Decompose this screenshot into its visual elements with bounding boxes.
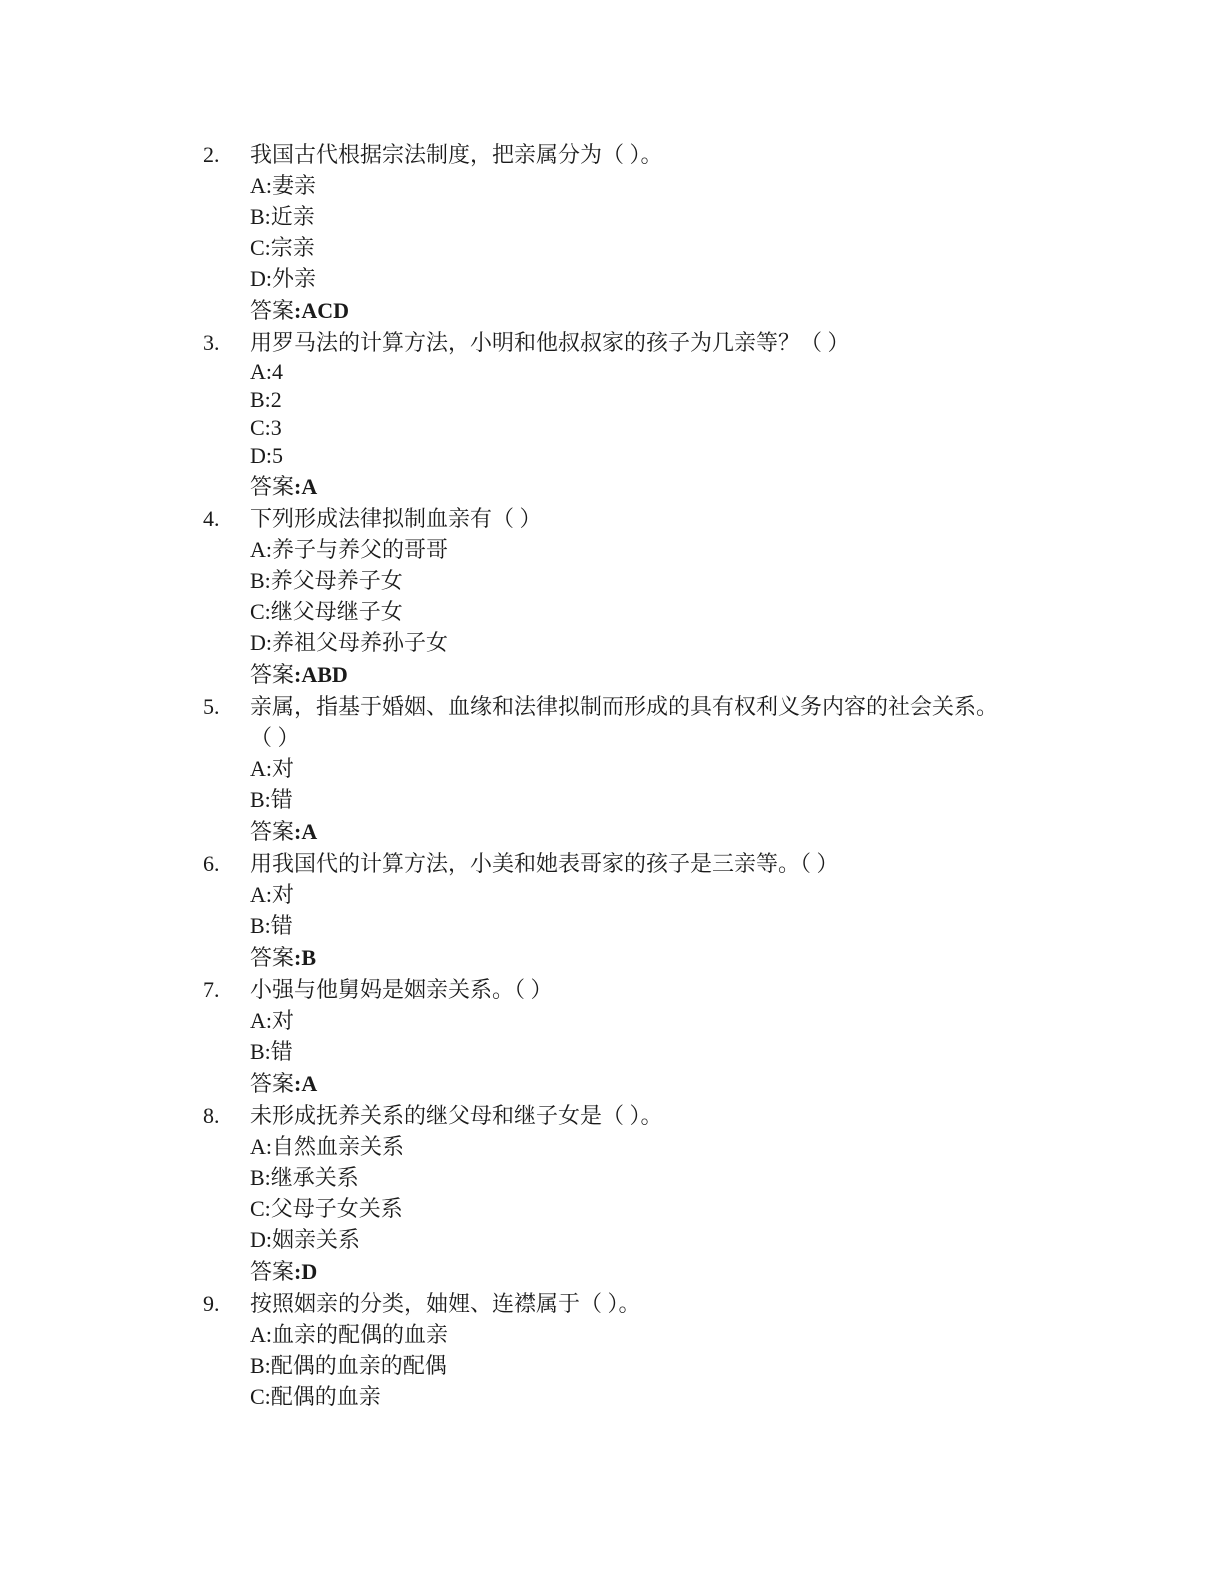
question-list bbox=[0, 139, 1224, 1412]
option-d: D:外亲 bbox=[250, 266, 317, 291]
option-c: C:宗亲 bbox=[250, 235, 315, 260]
question-text: 未形成抚养关系的继父母和继子女是（ ）。 bbox=[250, 1103, 663, 1128]
option-a: A:对 bbox=[250, 1008, 295, 1033]
question-7 bbox=[0, 974, 1224, 1005]
answer-line bbox=[0, 1067, 1224, 1100]
option-a: A:4 bbox=[250, 359, 283, 384]
answer-key: :A bbox=[294, 819, 318, 844]
option-b: B:养父母养子女 bbox=[250, 568, 403, 593]
option-b: B:配偶的血亲的配偶 bbox=[250, 1353, 447, 1378]
question-4 bbox=[0, 503, 1224, 534]
option-b: B:2 bbox=[250, 387, 282, 412]
answer-label: 答案 bbox=[250, 298, 295, 323]
answer-line bbox=[0, 1255, 1224, 1288]
question-number: 4. bbox=[203, 506, 220, 531]
option-c: C:继父母继子女 bbox=[250, 599, 403, 624]
question-number: 7. bbox=[203, 977, 220, 1002]
question-text: 亲属，指基于婚姻、血缘和法律拟制而形成的具有权利义务内容的社会关系。 bbox=[250, 694, 999, 719]
question-number: 6. bbox=[203, 851, 220, 876]
option-a: A:血亲的配偶的血亲 bbox=[250, 1322, 449, 1347]
question-text-continuation: （ ） bbox=[250, 725, 300, 750]
question-text: 用我国代的计算方法，小美和她表哥家的孩子是三亲等。（ ） bbox=[250, 851, 839, 876]
question-number: 5. bbox=[203, 694, 220, 719]
question-number: 3. bbox=[203, 330, 220, 355]
answer-key: :A bbox=[294, 474, 318, 499]
option-b: B:错 bbox=[250, 913, 293, 938]
question-5 bbox=[0, 691, 1224, 722]
answer-key: :A bbox=[294, 1071, 318, 1096]
question-text: 我国古代根据宗法制度，把亲属分为（ ）。 bbox=[250, 142, 663, 167]
option-b: B:继承关系 bbox=[250, 1165, 359, 1190]
option-c: C:3 bbox=[250, 415, 282, 440]
answer-label: 答案 bbox=[250, 662, 295, 687]
option-b: B:近亲 bbox=[250, 204, 315, 229]
answer-label: 答案 bbox=[250, 1259, 295, 1284]
answer-key: :D bbox=[294, 1259, 318, 1284]
answer-key: :B bbox=[294, 945, 317, 970]
answer-line bbox=[0, 470, 1224, 503]
option-d: D:姻亲关系 bbox=[250, 1227, 361, 1252]
question-3 bbox=[0, 327, 1224, 358]
answer-label: 答案 bbox=[250, 474, 295, 499]
option-a: A:妻亲 bbox=[250, 173, 317, 198]
question-text: 小强与他舅妈是姻亲关系。（ ） bbox=[250, 977, 553, 1002]
option-d: D:养祖父母养孙子女 bbox=[250, 630, 449, 655]
question-text: 用罗马法的计算方法，小明和他叔叔家的孩子为几亲等？（ ） bbox=[250, 330, 850, 355]
question-8 bbox=[0, 1100, 1224, 1131]
answer-line bbox=[0, 658, 1224, 691]
question-number: 9. bbox=[203, 1291, 220, 1316]
answer-label: 答案 bbox=[250, 945, 295, 970]
question-2 bbox=[0, 139, 1224, 170]
answer-label: 答案 bbox=[250, 819, 295, 844]
option-a: A:对 bbox=[250, 756, 295, 781]
question-6 bbox=[0, 848, 1224, 879]
answer-line bbox=[0, 294, 1224, 327]
answer-label: 答案 bbox=[250, 1071, 295, 1096]
question-number: 8. bbox=[203, 1103, 220, 1128]
option-b: B:错 bbox=[250, 787, 293, 812]
answer-line bbox=[0, 941, 1224, 974]
option-a: A:自然血亲关系 bbox=[250, 1134, 405, 1159]
answer-key: :ABD bbox=[294, 662, 348, 687]
option-a: A:养子与养父的哥哥 bbox=[250, 537, 449, 562]
option-d: D:5 bbox=[250, 443, 283, 468]
question-number: 2. bbox=[203, 142, 220, 167]
option-c: C:配偶的血亲 bbox=[250, 1384, 381, 1409]
option-c: C:父母子女关系 bbox=[250, 1196, 403, 1221]
question-text: 按照姻亲的分类，妯娌、连襟属于（ ）。 bbox=[250, 1291, 641, 1316]
question-9 bbox=[0, 1288, 1224, 1319]
option-b: B:错 bbox=[250, 1039, 293, 1064]
answer-key: :ACD bbox=[294, 298, 350, 323]
question-text: 下列形成法律拟制血亲有（ ） bbox=[250, 506, 542, 531]
answer-line bbox=[0, 815, 1224, 848]
option-a: A:对 bbox=[250, 882, 295, 907]
